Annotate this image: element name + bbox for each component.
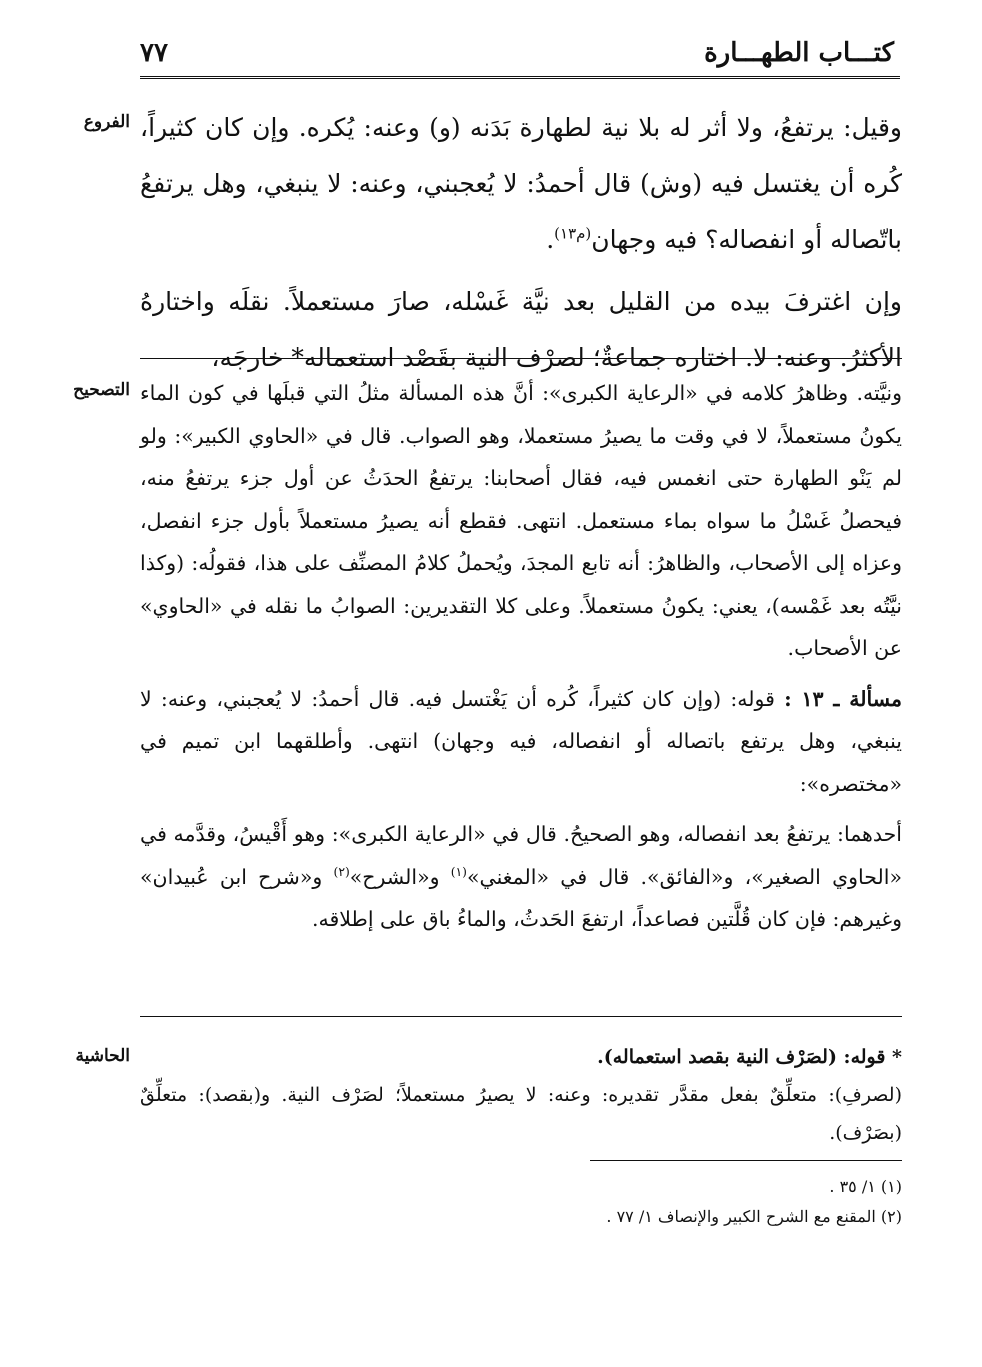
tashih-p3-b: و«الشرح»	[349, 864, 451, 889]
tashih-paragraph-1: ونيَّته. وظاهرُ كلامه في «الرعاية الكبرى»: أنَّ هذه المسألة مثلُ التي قبلَها في كون الماء يكونُ مستعملاً، لا في وقت ما يصيرُ مستعملا، وهو الصواب. قال في «الحاوي الكبير»: ولو لم يَنْو الطهارة حتى انغمس فيه، فقال أصحابنا: يرتفعُ الحدَثُ عن أول جزء يرتفعُ منه، فيحصلُ غَسْلُ ما سواه بماء مستعمل. انتهى. فقطع أنه يصيرُ مستعملاً بأول جزء انفصل، وعزاه إلى الأصحاب، والظاهرُ: أنه تابع المجدَ، ويُحملُ كلامُ المصنِّف على هذا، فقولُه: (وكذا نيَّتُه بعد غَمْسه)، يعني: يكونُ مستعملاً. وعلى كلا التقديرين: الصوابُ ما نقله في «الحاوي» عن الأصحاب.	[140, 381, 902, 660]
furu-paragraph-1	[140, 100, 902, 268]
furu-p1-end: .	[546, 225, 555, 254]
page-number: ٧٧	[140, 38, 168, 68]
running-title: كتـــاب الطهـــارة	[704, 38, 894, 68]
tashih-ref-2: (٢)	[333, 864, 350, 879]
footnote-2: (٢) المقنع مع الشرح الكبير والإنصاف ١/ ٧٧ .	[606, 1207, 902, 1226]
hashiya-label: الحاشية	[75, 1046, 130, 1066]
footnote-1: (١) ١/ ٣٥ .	[829, 1177, 902, 1196]
furu-p1-text: وقيل: يرتفعُ، ولا أثر له بلا نية لطهارة بَدَنه (و) وعنه: يُكره. وإن كان كثيراً، كُره أن يغتسل فيه (وش) قال أحمدُ: لا يُعجبني، وعنه: لا ينبغي، وهل يرتفعُ باتّصاله أو انفصاله؟ فيه وجهان	[140, 113, 902, 254]
tashih-p2-text: قوله: (وإن كان كثيراً، كُره أن يَغْتسل فيه. قال أحمدُ: لا يُعجبني، وعنه: لا ينبغي، وهل يرتفع باتصاله أو انفصاله، فيه وجهان) انتهى. وأطلقهما ابن تميم في «مختصره»:	[140, 686, 902, 796]
tashih-ref-1: (١)	[450, 864, 467, 879]
tashih-p3-c: و«شرح ابن عُبيدان» وغيرهم: فإن كان قُلَّتين فصاعداً، ارتفعَ الحَدثُ، والماءُ باق على إطلاقه.	[140, 864, 902, 931]
furu-paragraph-2: وإن اغترفَ بيده من القليل بعد نيَّة غَسْله، صارَ مستعملاً. نقلَه واختارهُ الأكثرُ. وعنه: لا. اختاره جماعةٌ؛ لصرْف النية بقَصْد استعماله* خارجَه،	[140, 287, 902, 372]
section-divider-1	[140, 358, 902, 359]
footnotes	[140, 1172, 902, 1232]
hashiya-paragraph: (لصرفِ): متعلِّقٌ بفعل مقدَّر تقديره: وعنه: لا يصيرُ مستعملاً؛ لصَرْف النية. و(بقصد): متعلِّقٌ (بصَرْف).	[140, 1084, 902, 1144]
masala-heading: مسألة ـ ١٣ :	[784, 686, 903, 711]
furu-p1-ref: (م١٣)	[554, 224, 592, 243]
tashih-paragraph-3	[140, 813, 902, 941]
tashih-section	[140, 372, 902, 941]
tashih-label: التصحيح	[73, 380, 130, 400]
header-rule	[140, 76, 900, 81]
furu-section	[140, 100, 902, 386]
furu-label: الفروع	[83, 112, 130, 132]
hashiya-section	[140, 1038, 902, 1152]
hashiya-heading: * قوله: (لصَرْف النية بقصد استعماله).	[597, 1046, 902, 1068]
section-divider-2	[140, 1016, 902, 1017]
tashih-p3-a: أحدهما: يرتفعُ بعد انفصاله، وهو الصحيحُ. قال في «الرعاية الكبرى»: وهو أَقْيسُ، وقدَّمه في «الحاوي الصغير»، و«الفائق». قال في «المغني»	[140, 822, 903, 889]
tashih-paragraph-2	[140, 678, 902, 806]
footnote-rule	[590, 1160, 902, 1161]
